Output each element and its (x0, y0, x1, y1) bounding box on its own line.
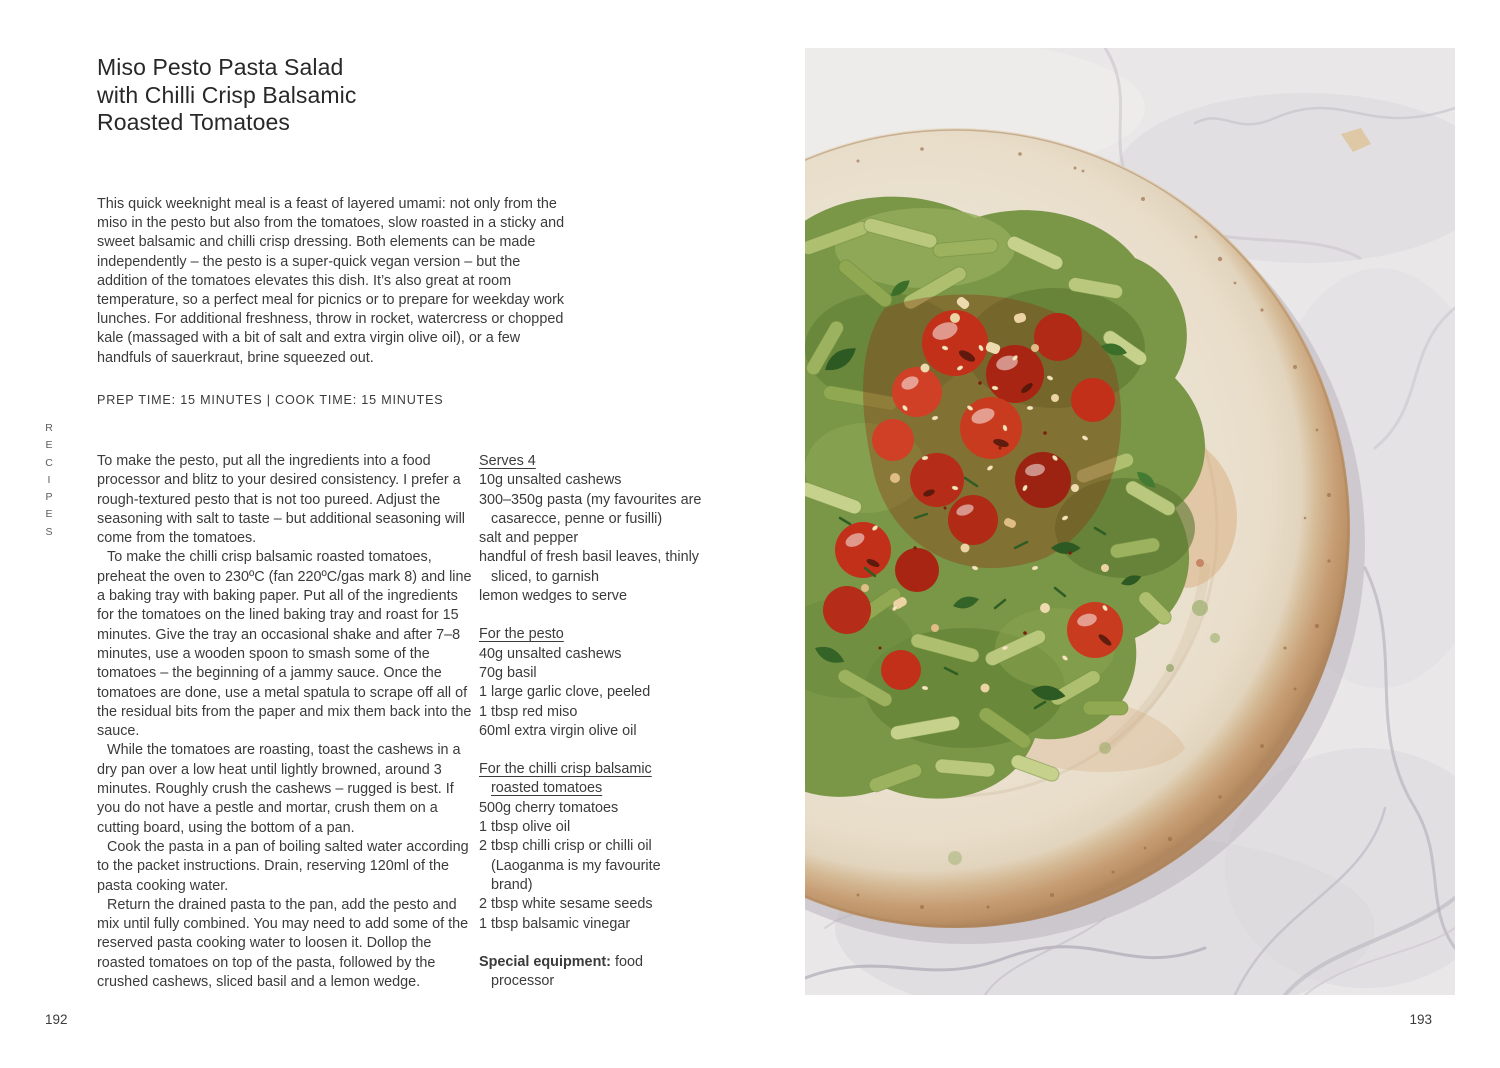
ingredient-item: 300–350g pasta (my favourites are casarecce, penne or fusilli) (479, 491, 702, 527)
recipe-title-line: Miso Pesto Pasta Salad (97, 54, 344, 80)
serves-header: Serves 4 (479, 453, 536, 469)
spine-letter: I (47, 473, 51, 486)
pesto-header: For the pesto (479, 626, 564, 643)
spine-letter: E (45, 439, 53, 452)
method-column (97, 452, 477, 992)
spine-letter: C (45, 456, 53, 469)
ingredient-item: 10g unsalted cashews (479, 472, 622, 489)
ingredients-tomatoes-group (479, 760, 703, 934)
ingredients-main-group (479, 452, 703, 606)
method-paragraph: Cook the pasta in a pan of boiling salted water according to the packet instructions. Drain, reserving 120ml of the pasta cooking water. (97, 838, 469, 894)
ingredient-item: salt and pepper (479, 530, 579, 547)
ingredients-column (479, 452, 703, 1010)
method-paragraph: To make the chilli crisp balsamic roasted tomatoes, preheat the oven to 230ºC (fan 220ºC/gas mark 8) and line a baking tray with baking paper. Put all of the ingredients for the tomatoes on the lined baking tray and roast for 15 minutes. Give the tray an occasional shake and after 7–8 minutes, use a wooden spoon to smash some of the tomatoes – the beginning of a jammy sauce. Once the tomatoes are done, use a metal spatula to scrape off all of the residual bits from the paper and mix them back into the sauce. (97, 549, 472, 740)
recipe-photo-illustration (805, 48, 1455, 995)
ingredient-item: 500g cherry tomatoes (479, 799, 619, 816)
spine-letter: E (45, 508, 53, 521)
ingredient-item: 2 tbsp chilli crisp or chilli oil (Laoganma is my favourite brand) (479, 838, 661, 893)
method-paragraph: To make the pesto, put all the ingredients into a food processor and blitz to your desired consistency. I prefer a rough-textured pesto that is not too pureed. Adjust the seasoning with salt to taste – but additional seasoning will come from the tomatoes. (97, 453, 465, 547)
spine-letter: P (45, 491, 53, 504)
recipe-photo (805, 48, 1455, 995)
ingredient-item: 1 tbsp red miso (479, 703, 578, 720)
spine-letter: S (45, 525, 53, 538)
ingredient-item: handful of fresh basil leaves, thinly sliced, to garnish (479, 549, 699, 585)
recipe-intro: This quick weeknight meal is a feast of layered umami: not only from the miso in the pesto but also from the tomatoes, slow roasted in a sticky and sweet balsamic and chilli crisp dressing. Both elements can be made independently – the pesto is a super-quick vegan version – but the addition of the tomatoes elevates this dish. It’s also great at room temperature, so a perfect meal for picnics or to prepare for weekday work lunches. For additional freshness, throw in rocket, watercress or chopped kale (massaged with a bit of salt and extra virgin olive oil), or a few handfuls of sauerkraut, brine squeezed out. (97, 196, 565, 366)
spine-letter: R (45, 422, 53, 434)
special-equipment (479, 953, 703, 992)
ingredient-item: lemon wedges to serve (479, 588, 627, 605)
ingredient-item: 60ml extra virgin olive oil (479, 722, 637, 739)
recipe-title-line: Roasted Tomatoes (97, 109, 290, 135)
recipe-title (97, 54, 357, 137)
ingredient-item: 70g basil (479, 664, 537, 681)
method-paragraph: Return the drained pasta to the pan, add the pesto and mix until fully combined. You may need to add some of the reserved pasta cooking water to loosen it. Dollop the roasted tomatoes on top of the pasta, followed by the crushed cashews, sliced basil and a lemon wedge. (97, 896, 469, 991)
tomatoes-header: For the chilli crisp balsamic roasted tomatoes (479, 761, 652, 797)
ingredient-item: 40g unsalted cashews (479, 645, 622, 662)
ingredient-item: 1 tbsp olive oil (479, 819, 571, 836)
ingredients-pesto-group (479, 625, 703, 741)
equipment-value: food processor (491, 953, 643, 990)
method-paragraph: While the tomatoes are roasting, toast the cashews in a dry pan over a low heat until lightly browned, around 3 minutes. Roughly crush the cashews – rugged is best. If you do not have a pestle and mortar, crush them on a cutting board, using the bottom of a pan. (97, 742, 461, 836)
page-number-right: 193 (1409, 1012, 1432, 1027)
ingredient-item: 2 tbsp white sesame seeds (479, 896, 653, 913)
page-number-left: 192 (45, 1012, 68, 1027)
prep-cook-time: PREP TIME: 15 MINUTES | COOK TIME: 15 MINUTES (97, 393, 444, 407)
recipe-title-line: with Chilli Crisp Balsamic (97, 81, 357, 108)
equipment-label: Special equipment: (479, 953, 611, 970)
spine-label-recipes (40, 420, 58, 541)
ingredient-item: 1 large garlic clove, peeled (479, 684, 651, 701)
ingredient-item: 1 tbsp balsamic vinegar (479, 915, 631, 932)
